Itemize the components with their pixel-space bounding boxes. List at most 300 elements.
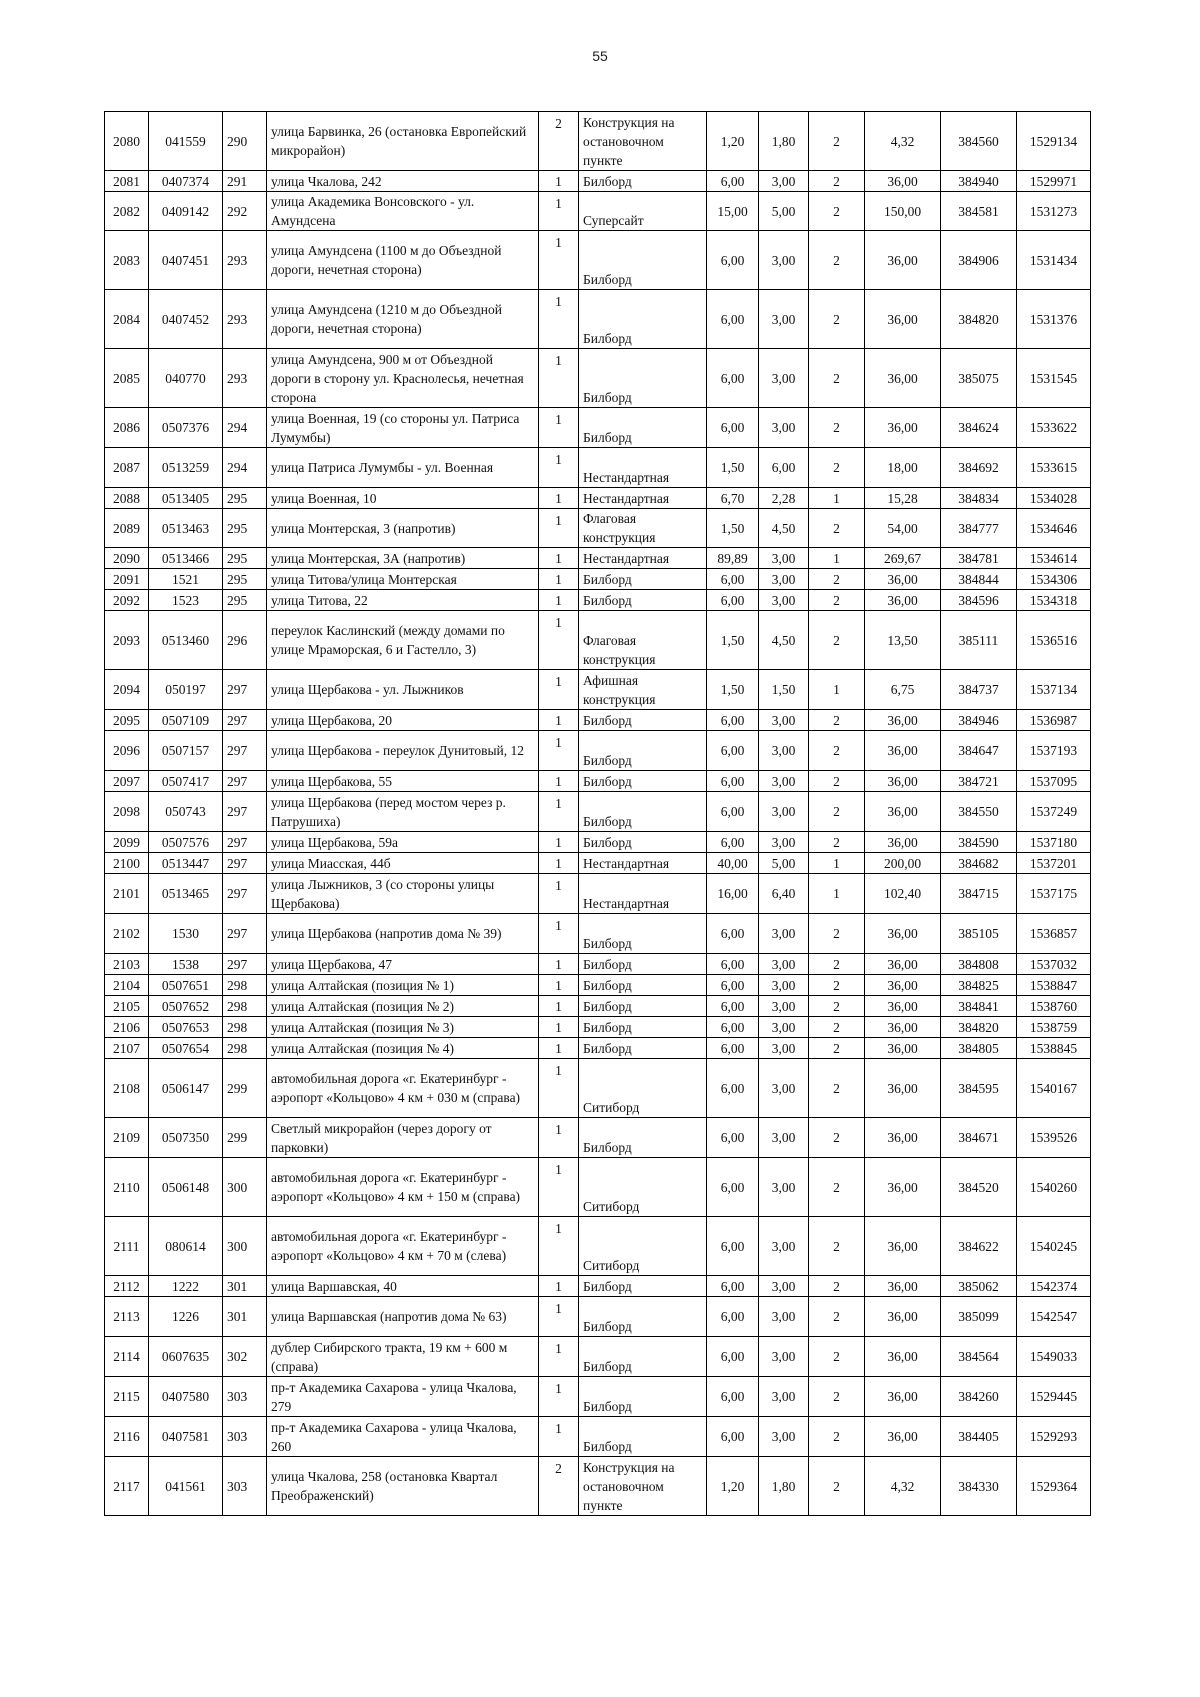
table-row [105,1276,1091,1297]
row-number: 2083 [105,231,149,290]
width-cell: 40,00 [707,853,759,874]
registry-number: 0507652 [149,996,223,1017]
construction-type-cell: Билборд [579,1017,707,1038]
registry-number: 0506148 [149,1158,223,1217]
area-cell: 36,00 [865,349,941,408]
address-cell: улица Щербакова (напротив дома № 39) [267,914,539,954]
registry-number: 0513259 [149,448,223,488]
height-cell: 3,00 [759,1118,809,1158]
registry-number: 040770 [149,349,223,408]
table-row [105,1377,1091,1417]
sides-cell: 2 [809,231,865,290]
quantity-cell: 1 [539,1297,579,1337]
construction-type-cell: Билборд [579,590,707,611]
quantity-cell: 1 [539,290,579,349]
group-number: 303 [223,1457,267,1516]
construction-type-cell: Билборд [579,349,707,408]
quantity-cell: 2 [539,112,579,171]
address-cell: улица Монтерская, 3 (напротив) [267,509,539,548]
address-cell: улица Алтайская (позиция № 4) [267,1038,539,1059]
sides-cell: 2 [809,792,865,832]
sides-cell: 2 [809,1417,865,1457]
construction-type-cell: Конструкция на остановочном пункте [579,112,707,171]
area-cell: 15,28 [865,488,941,509]
construction-type-cell: Билборд [579,1297,707,1337]
coord-x-cell: 384647 [941,731,1017,771]
address-cell: улица Амундсена (1100 м до Объездной дороги, нечетная сторона) [267,231,539,290]
table-row [105,408,1091,448]
coord-y-cell: 1533615 [1017,448,1091,488]
height-cell: 3,00 [759,569,809,590]
quantity-cell: 1 [539,1217,579,1276]
table-row [105,874,1091,914]
width-cell: 6,00 [707,569,759,590]
coord-x-cell: 384260 [941,1377,1017,1417]
width-cell: 6,00 [707,1417,759,1457]
area-cell: 36,00 [865,1017,941,1038]
sides-cell: 2 [809,771,865,792]
coord-y-cell: 1538847 [1017,975,1091,996]
group-number: 297 [223,731,267,771]
group-number: 295 [223,509,267,548]
group-number: 301 [223,1297,267,1337]
row-number: 2082 [105,192,149,231]
height-cell: 1,80 [759,112,809,171]
quantity-cell: 1 [539,349,579,408]
address-cell: улица Монтерская, 3А (напротив) [267,548,539,569]
quantity-cell: 1 [539,975,579,996]
row-number: 2094 [105,670,149,710]
row-number: 2091 [105,569,149,590]
address-cell: улица Чкалова, 242 [267,171,539,192]
sides-cell: 2 [809,192,865,231]
registry-number: 041561 [149,1457,223,1516]
height-cell: 3,00 [759,1417,809,1457]
registry-number: 0407452 [149,290,223,349]
row-number: 2112 [105,1276,149,1297]
row-number: 2100 [105,853,149,874]
table-row [105,509,1091,548]
area-cell: 36,00 [865,171,941,192]
width-cell: 6,00 [707,231,759,290]
quantity-cell: 1 [539,731,579,771]
area-cell: 36,00 [865,832,941,853]
coord-x-cell: 384682 [941,853,1017,874]
registry-number: 0407580 [149,1377,223,1417]
sides-cell: 1 [809,874,865,914]
registry-number: 1226 [149,1297,223,1337]
width-cell: 6,00 [707,731,759,771]
sides-cell: 2 [809,996,865,1017]
coord-y-cell: 1536516 [1017,611,1091,670]
width-cell: 6,00 [707,975,759,996]
row-number: 2117 [105,1457,149,1516]
group-number: 295 [223,488,267,509]
quantity-cell: 1 [539,231,579,290]
group-number: 293 [223,290,267,349]
group-number: 295 [223,590,267,611]
sides-cell: 1 [809,670,865,710]
table-row [105,914,1091,954]
height-cell: 3,00 [759,792,809,832]
width-cell: 6,00 [707,1297,759,1337]
coord-y-cell: 1538845 [1017,1038,1091,1059]
registry-number: 0407451 [149,231,223,290]
row-number: 2084 [105,290,149,349]
height-cell: 3,00 [759,975,809,996]
area-cell: 36,00 [865,731,941,771]
address-cell: автомобильная дорога «г. Екатеринбург - аэропорт «Кольцово» 4 км + 150 м (справа) [267,1158,539,1217]
height-cell: 3,00 [759,731,809,771]
construction-type-cell: Нестандартная [579,488,707,509]
construction-type-cell: Билборд [579,710,707,731]
address-cell: улица Патриса Лумумбы - ул. Военная [267,448,539,488]
coord-x-cell: 384715 [941,874,1017,914]
quantity-cell: 1 [539,488,579,509]
sides-cell: 2 [809,112,865,171]
row-number: 2111 [105,1217,149,1276]
table-row [105,853,1091,874]
registry-number: 1521 [149,569,223,590]
width-cell: 89,89 [707,548,759,569]
group-number: 293 [223,349,267,408]
area-cell: 36,00 [865,1217,941,1276]
row-number: 2101 [105,874,149,914]
coord-x-cell: 384841 [941,996,1017,1017]
row-number: 2110 [105,1158,149,1217]
height-cell: 6,40 [759,874,809,914]
table-row [105,171,1091,192]
address-cell: автомобильная дорога «г. Екатеринбург - аэропорт «Кольцово» 4 км + 70 м (слева) [267,1217,539,1276]
quantity-cell: 1 [539,171,579,192]
row-number: 2097 [105,771,149,792]
address-cell: улица Лыжников, 3 (со стороны улицы Щербакова) [267,874,539,914]
width-cell: 15,00 [707,192,759,231]
registry-number: 0507376 [149,408,223,448]
area-cell: 36,00 [865,710,941,731]
coord-y-cell: 1549033 [1017,1337,1091,1377]
coord-y-cell: 1536857 [1017,914,1091,954]
height-cell: 3,00 [759,1276,809,1297]
height-cell: 3,00 [759,548,809,569]
table-row [105,1059,1091,1118]
row-number: 2090 [105,548,149,569]
area-cell: 36,00 [865,590,941,611]
construction-type-cell: Билборд [579,771,707,792]
address-cell: улица Щербакова, 55 [267,771,539,792]
quantity-cell: 1 [539,1158,579,1217]
coord-y-cell: 1537095 [1017,771,1091,792]
coord-y-cell: 1531376 [1017,290,1091,349]
registry-number: 0507651 [149,975,223,996]
construction-type-cell: Нестандартная [579,874,707,914]
sides-cell: 2 [809,1297,865,1337]
registry-number: 0507653 [149,1017,223,1038]
registry-number: 0407581 [149,1417,223,1457]
width-cell: 6,00 [707,1377,759,1417]
width-cell: 6,00 [707,832,759,853]
row-number: 2108 [105,1059,149,1118]
group-number: 294 [223,448,267,488]
table-row [105,710,1091,731]
billboard-registry-table [104,111,1091,1516]
construction-type-cell: Билборд [579,408,707,448]
registry-number: 0513405 [149,488,223,509]
address-cell: дублер Сибирского тракта, 19 км + 600 м (справа) [267,1337,539,1377]
quantity-cell: 1 [539,1017,579,1038]
height-cell: 3,00 [759,1217,809,1276]
height-cell: 4,50 [759,509,809,548]
height-cell: 3,00 [759,914,809,954]
coord-x-cell: 384781 [941,548,1017,569]
area-cell: 36,00 [865,954,941,975]
registry-number: 1538 [149,954,223,975]
coord-x-cell: 385105 [941,914,1017,954]
row-number: 2103 [105,954,149,975]
coord-y-cell: 1529971 [1017,171,1091,192]
sides-cell: 2 [809,349,865,408]
coord-x-cell: 384808 [941,954,1017,975]
coord-y-cell: 1537175 [1017,874,1091,914]
construction-type-cell: Билборд [579,731,707,771]
group-number: 297 [223,792,267,832]
row-number: 2116 [105,1417,149,1457]
table-row [105,548,1091,569]
sides-cell: 2 [809,1217,865,1276]
coord-y-cell: 1542374 [1017,1276,1091,1297]
group-number: 297 [223,771,267,792]
registry-number: 0507109 [149,710,223,731]
height-cell: 3,00 [759,349,809,408]
row-number: 2095 [105,710,149,731]
coord-y-cell: 1529445 [1017,1377,1091,1417]
address-cell: улица Миасская, 44б [267,853,539,874]
sides-cell: 2 [809,590,865,611]
construction-type-cell: Нестандартная [579,853,707,874]
row-number: 2088 [105,488,149,509]
area-cell: 36,00 [865,975,941,996]
table-row [105,590,1091,611]
width-cell: 6,00 [707,290,759,349]
area-cell: 102,40 [865,874,941,914]
group-number: 290 [223,112,267,171]
coord-y-cell: 1537249 [1017,792,1091,832]
coord-x-cell: 384737 [941,670,1017,710]
table-row [105,569,1091,590]
sides-cell: 2 [809,710,865,731]
row-number: 2093 [105,611,149,670]
row-number: 2089 [105,509,149,548]
area-cell: 269,67 [865,548,941,569]
table-row [105,996,1091,1017]
quantity-cell: 1 [539,548,579,569]
address-cell: улица Щербакова - переулок Дунитовый, 12 [267,731,539,771]
sides-cell: 2 [809,1118,865,1158]
group-number: 297 [223,832,267,853]
construction-type-cell: Билборд [579,792,707,832]
group-number: 298 [223,996,267,1017]
address-cell: Светлый микрорайон (через дорогу от парковки) [267,1118,539,1158]
page-number: 55 [592,48,608,64]
group-number: 298 [223,1017,267,1038]
coord-y-cell: 1534306 [1017,569,1091,590]
height-cell: 1,80 [759,1457,809,1516]
construction-type-cell: Билборд [579,1118,707,1158]
sides-cell: 2 [809,569,865,590]
construction-type-cell: Суперсайт [579,192,707,231]
coord-x-cell: 384622 [941,1217,1017,1276]
row-number: 2087 [105,448,149,488]
table-row [105,231,1091,290]
construction-type-cell: Билборд [579,171,707,192]
height-cell: 3,00 [759,832,809,853]
registry-number: 1523 [149,590,223,611]
area-cell: 36,00 [865,771,941,792]
table-row [105,1457,1091,1516]
construction-type-cell: Ситиборд [579,1059,707,1118]
width-cell: 6,70 [707,488,759,509]
group-number: 298 [223,1038,267,1059]
coord-y-cell: 1540260 [1017,1158,1091,1217]
height-cell: 3,00 [759,590,809,611]
quantity-cell: 1 [539,874,579,914]
address-cell: улица Военная, 10 [267,488,539,509]
width-cell: 1,50 [707,670,759,710]
registry-number: 0513465 [149,874,223,914]
registry-number: 0607635 [149,1337,223,1377]
address-cell: переулок Каслинский (между домами по улице Мраморская, 6 и Гастелло, 3) [267,611,539,670]
table-row [105,1017,1091,1038]
construction-type-cell: Билборд [579,1038,707,1059]
construction-type-cell: Билборд [579,1276,707,1297]
area-cell: 4,32 [865,112,941,171]
quantity-cell: 1 [539,670,579,710]
coord-y-cell: 1534614 [1017,548,1091,569]
coord-x-cell: 385075 [941,349,1017,408]
area-cell: 36,00 [865,1118,941,1158]
group-number: 303 [223,1377,267,1417]
quantity-cell: 1 [539,1337,579,1377]
registry-number: 1530 [149,914,223,954]
group-number: 297 [223,710,267,731]
registry-number: 050743 [149,792,223,832]
construction-type-cell: Нестандартная [579,448,707,488]
row-number: 2099 [105,832,149,853]
registry-number: 0507157 [149,731,223,771]
sides-cell: 2 [809,408,865,448]
coord-x-cell: 384520 [941,1158,1017,1217]
registry-number: 050197 [149,670,223,710]
quantity-cell: 1 [539,408,579,448]
construction-type-cell: Билборд [579,832,707,853]
height-cell: 3,00 [759,1038,809,1059]
width-cell: 1,20 [707,112,759,171]
coord-y-cell: 1534318 [1017,590,1091,611]
construction-type-cell: Билборд [579,975,707,996]
coord-x-cell: 384834 [941,488,1017,509]
table-row [105,448,1091,488]
coord-y-cell: 1540167 [1017,1059,1091,1118]
quantity-cell: 1 [539,1276,579,1297]
coord-x-cell: 384596 [941,590,1017,611]
coord-x-cell: 384595 [941,1059,1017,1118]
width-cell: 6,00 [707,408,759,448]
table-row [105,670,1091,710]
table-row [105,954,1091,975]
coord-x-cell: 385111 [941,611,1017,670]
address-cell: пр-т Академика Сахарова - улица Чкалова, 279 [267,1377,539,1417]
height-cell: 6,00 [759,448,809,488]
coord-y-cell: 1534028 [1017,488,1091,509]
group-number: 300 [223,1217,267,1276]
coord-x-cell: 384564 [941,1337,1017,1377]
quantity-cell: 1 [539,509,579,548]
area-cell: 36,00 [865,792,941,832]
area-cell: 13,50 [865,611,941,670]
width-cell: 1,50 [707,448,759,488]
coord-y-cell: 1529364 [1017,1457,1091,1516]
address-cell: улица Варшавская (напротив дома № 63) [267,1297,539,1337]
row-number: 2102 [105,914,149,954]
width-cell: 6,00 [707,349,759,408]
registry-number: 0513460 [149,611,223,670]
construction-type-cell: Нестандартная [579,548,707,569]
group-number: 299 [223,1059,267,1118]
sides-cell: 1 [809,548,865,569]
sides-cell: 1 [809,488,865,509]
row-number: 2096 [105,731,149,771]
area-cell: 36,00 [865,1276,941,1297]
quantity-cell: 1 [539,1417,579,1457]
group-number: 295 [223,569,267,590]
construction-type-cell: Ситиборд [579,1158,707,1217]
area-cell: 36,00 [865,1158,941,1217]
group-number: 295 [223,548,267,569]
coord-y-cell: 1529293 [1017,1417,1091,1457]
address-cell: улица Амундсена, 900 м от Объездной дороги в сторону ул. Краснолесья, нечетная сторона [267,349,539,408]
height-cell: 3,00 [759,408,809,448]
address-cell: улица Щербакова, 20 [267,710,539,731]
coord-x-cell: 384560 [941,112,1017,171]
registry-number: 041559 [149,112,223,171]
sides-cell: 2 [809,290,865,349]
coord-x-cell: 384777 [941,509,1017,548]
registry-number: 080614 [149,1217,223,1276]
table-row [105,112,1091,171]
table-row [105,832,1091,853]
address-cell: улица Щербакова, 47 [267,954,539,975]
coord-x-cell: 384946 [941,710,1017,731]
row-number: 2104 [105,975,149,996]
sides-cell: 2 [809,1276,865,1297]
address-cell: улица Академика Вонсовского - ул. Амундсена [267,192,539,231]
coord-x-cell: 384692 [941,448,1017,488]
width-cell: 6,00 [707,1337,759,1377]
group-number: 300 [223,1158,267,1217]
coord-y-cell: 1539526 [1017,1118,1091,1158]
table-row [105,611,1091,670]
height-cell: 3,00 [759,1158,809,1217]
registry-number: 0409142 [149,192,223,231]
group-number: 301 [223,1276,267,1297]
address-cell: улица Титова/улица Монтерская [267,569,539,590]
address-cell: улица Титова, 22 [267,590,539,611]
height-cell: 3,00 [759,954,809,975]
width-cell: 6,00 [707,792,759,832]
row-number: 2114 [105,1337,149,1377]
registry-number: 0407374 [149,171,223,192]
row-number: 2081 [105,171,149,192]
